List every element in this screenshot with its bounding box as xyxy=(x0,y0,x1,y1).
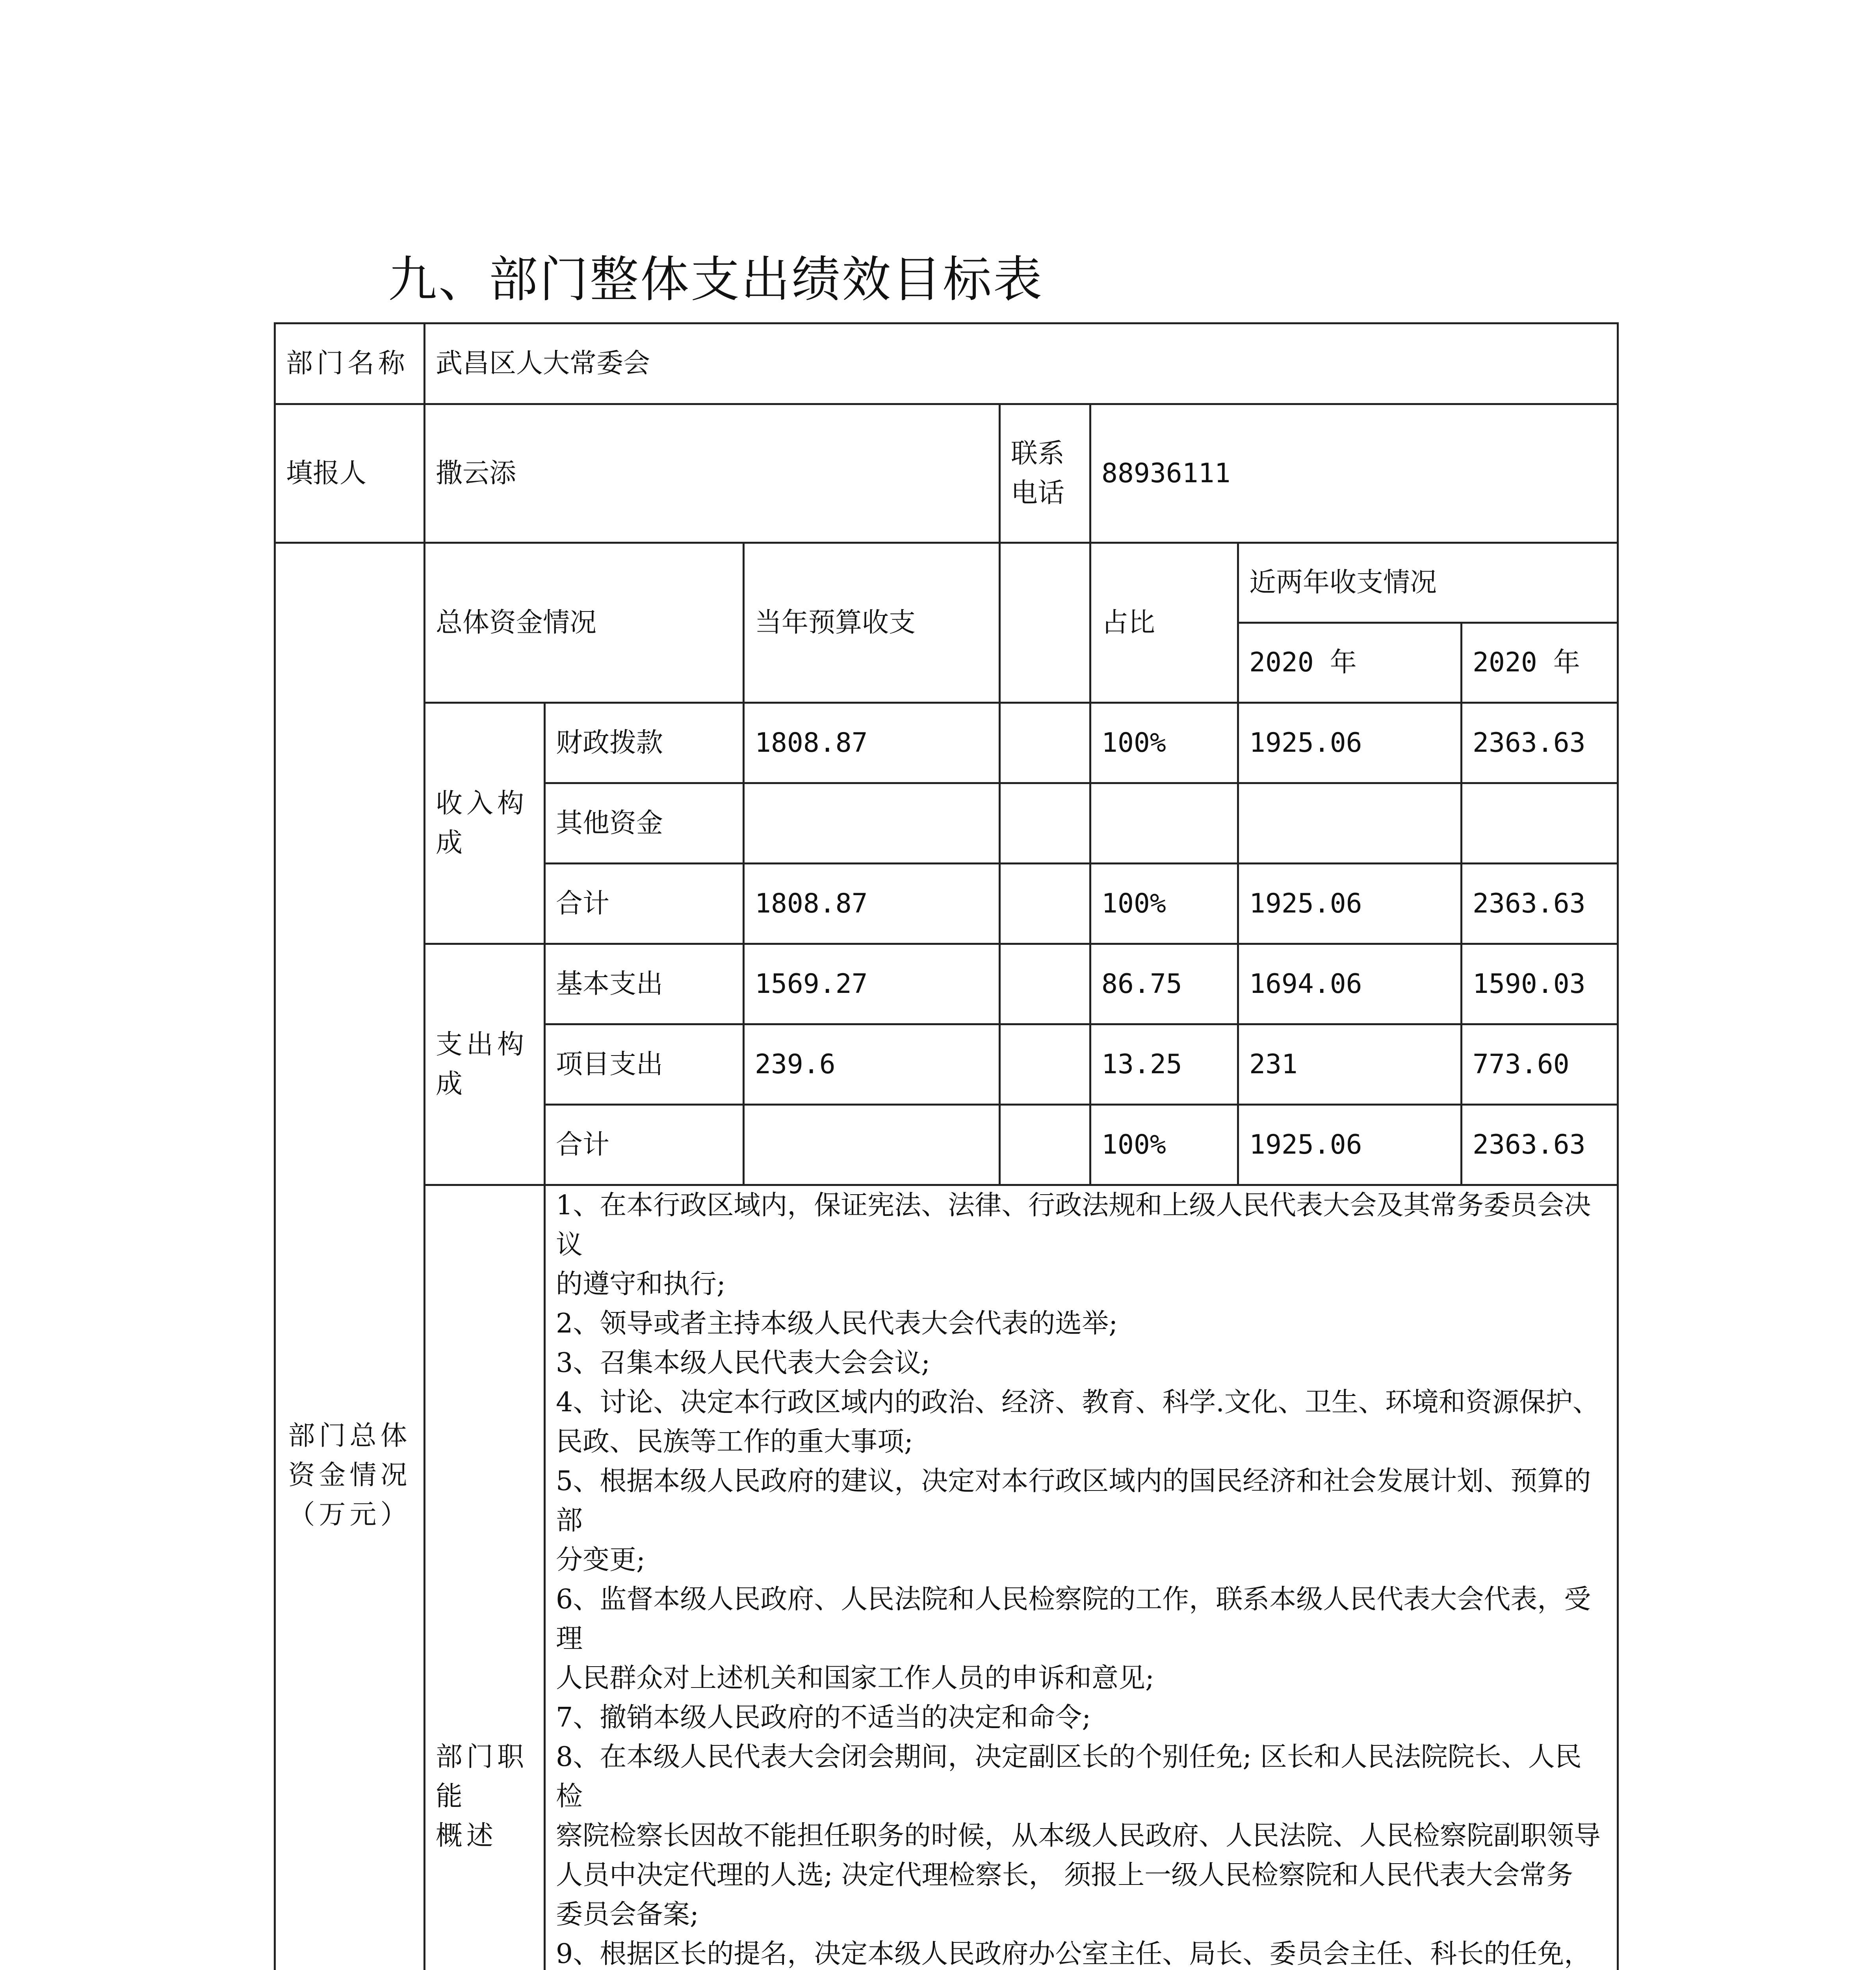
duty-line: 委员会备案; xyxy=(556,1899,699,1930)
income-label xyxy=(425,703,545,944)
income-ratio: 100% xyxy=(1090,703,1238,783)
income-budget: 1808.87 xyxy=(744,703,1000,783)
table-row xyxy=(275,703,1618,783)
expense-label-line1: 支出构 xyxy=(436,1029,528,1060)
income-blank xyxy=(1000,703,1090,783)
table-row xyxy=(275,944,1618,1024)
expense-year1: 1694.06 xyxy=(1238,944,1462,1024)
income-year2 xyxy=(1462,783,1618,864)
duties-label-line1: 部门职能 xyxy=(436,1741,528,1812)
phone-label-line2: 电话 xyxy=(1011,477,1065,509)
duty-line: 人员中决定代理的人选; 决定代理检察长， 须报上一级人民检察院和人民代表大会常务 xyxy=(556,1860,1573,1891)
expense-year1: 1925.06 xyxy=(1238,1105,1462,1185)
income-ratio xyxy=(1090,783,1238,864)
duties-content xyxy=(545,1185,1618,1970)
dept-row xyxy=(275,323,1618,404)
expense-year1: 231 xyxy=(1238,1024,1462,1105)
income-budget xyxy=(744,783,1000,864)
income-budget: 1808.87 xyxy=(744,864,1000,944)
phone-label xyxy=(1000,404,1090,543)
income-year2: 2363.63 xyxy=(1462,703,1618,783)
duty-line: 2、领导或者主持本级人民代表大会代表的选举; xyxy=(556,1308,1118,1339)
header-overall: 总体资金情况 xyxy=(425,543,744,703)
expense-blank xyxy=(1000,944,1090,1024)
duty-line: 的遵守和执行; xyxy=(556,1269,726,1300)
filler-label: 填报人 xyxy=(275,404,425,543)
expense-label-line2: 成 xyxy=(436,1068,467,1100)
expense-ratio: 86.75 xyxy=(1090,944,1238,1024)
funds-section-label xyxy=(275,543,425,1970)
income-year2: 2363.63 xyxy=(1462,864,1618,944)
expense-budget: 239.6 xyxy=(744,1024,1000,1105)
duty-line: 1、在本行政区域内，保证宪法、法律、行政法规和上级人民代表大会及其常务委员会决议 xyxy=(556,1190,1591,1260)
filler-row xyxy=(275,404,1618,543)
duty-line: 3、召集本级人民代表大会会议; xyxy=(556,1347,931,1379)
income-year1: 1925.06 xyxy=(1238,703,1462,783)
duty-line: 人民群众对上述机关和国家工作人员的申诉和意见; xyxy=(556,1663,1154,1694)
header-year2: 2020 年 xyxy=(1462,623,1618,703)
income-name: 其他资金 xyxy=(545,783,744,864)
header-ratio: 占比 xyxy=(1090,543,1238,703)
duty-line: 察院检察长因故不能担任职务的时候，从本级人民政府、人民法院、人民检察院副职领导 xyxy=(556,1820,1601,1851)
header-recent: 近两年收支情况 xyxy=(1238,543,1618,623)
dept-label: 部门名称 xyxy=(275,323,425,404)
income-blank xyxy=(1000,783,1090,864)
duties-label-line2: 概述 xyxy=(436,1820,498,1851)
duty-line: 5、根据本级人民政府的建议，决定对本行政区域内的国民经济和社会发展计划、预算的部 xyxy=(556,1466,1591,1536)
phone-value: 88936111 xyxy=(1090,404,1618,543)
income-ratio: 100% xyxy=(1090,864,1238,944)
expense-name: 基本支出 xyxy=(545,944,744,1024)
duty-line: 9、根据区长的提名，决定本级人民政府办公室主任、局长、委员会主任、科长的任免， xyxy=(556,1938,1591,1970)
header-blank xyxy=(1000,543,1090,703)
income-blank xyxy=(1000,864,1090,944)
duty-line: 8、在本级人民代表大会闭会期间，决定副区长的个别任免; 区长和人民法院院长、人民检 xyxy=(556,1741,1582,1812)
phone-label-line1: 联系 xyxy=(1011,438,1065,469)
funds-header-row-1 xyxy=(275,543,1618,623)
duties-label xyxy=(425,1185,545,1970)
funds-section-label-line2: 资金情况 xyxy=(288,1460,411,1491)
income-name: 合计 xyxy=(545,864,744,944)
expense-ratio: 13.25 xyxy=(1090,1024,1238,1105)
expense-budget: 1569.27 xyxy=(744,944,1000,1024)
duty-line: 7、撤销本级人民政府的不适当的决定和命令; xyxy=(556,1702,1091,1733)
filler-value: 撒云添 xyxy=(425,404,1000,543)
income-label-line2: 成 xyxy=(436,827,467,859)
expense-ratio: 100% xyxy=(1090,1105,1238,1185)
expense-label xyxy=(425,944,545,1185)
header-year1: 2020 年 xyxy=(1238,623,1462,703)
header-budget: 当年预算收支 xyxy=(744,543,1000,703)
expense-blank xyxy=(1000,1105,1090,1185)
expense-blank xyxy=(1000,1024,1090,1105)
duty-line: 民政、民族等工作的重大事项; xyxy=(556,1426,913,1457)
performance-table xyxy=(274,322,1619,1970)
funds-section-label-line1: 部门总体 xyxy=(288,1420,411,1451)
funds-section-label-line3: （万元） xyxy=(288,1499,411,1530)
duties-row xyxy=(275,1185,1618,1970)
duty-line: 分变更; xyxy=(556,1544,645,1576)
income-label-line1: 收入构 xyxy=(436,788,528,819)
income-name: 财政拨款 xyxy=(545,703,744,783)
expense-year2: 1590.03 xyxy=(1462,944,1618,1024)
expense-name: 合计 xyxy=(545,1105,744,1185)
expense-year2: 2363.63 xyxy=(1462,1105,1618,1185)
dept-value: 武昌区人大常委会 xyxy=(425,323,1618,404)
expense-name: 项目支出 xyxy=(545,1024,744,1105)
duty-line: 6、监督本级人民政府、人民法院和人民检察院的工作，联系本级人民代表大会代表，受理 xyxy=(556,1584,1591,1654)
duty-line: 4、讨论、决定本行政区域内的政治、经济、教育、科学.文化、卫生、环境和资源保护、 xyxy=(556,1387,1599,1418)
expense-year2: 773.60 xyxy=(1462,1024,1618,1105)
expense-budget xyxy=(744,1105,1000,1185)
income-year1: 1925.06 xyxy=(1238,864,1462,944)
page-title: 九、部门整体支出绩效目标表 xyxy=(388,251,1044,308)
income-year1 xyxy=(1238,783,1462,864)
